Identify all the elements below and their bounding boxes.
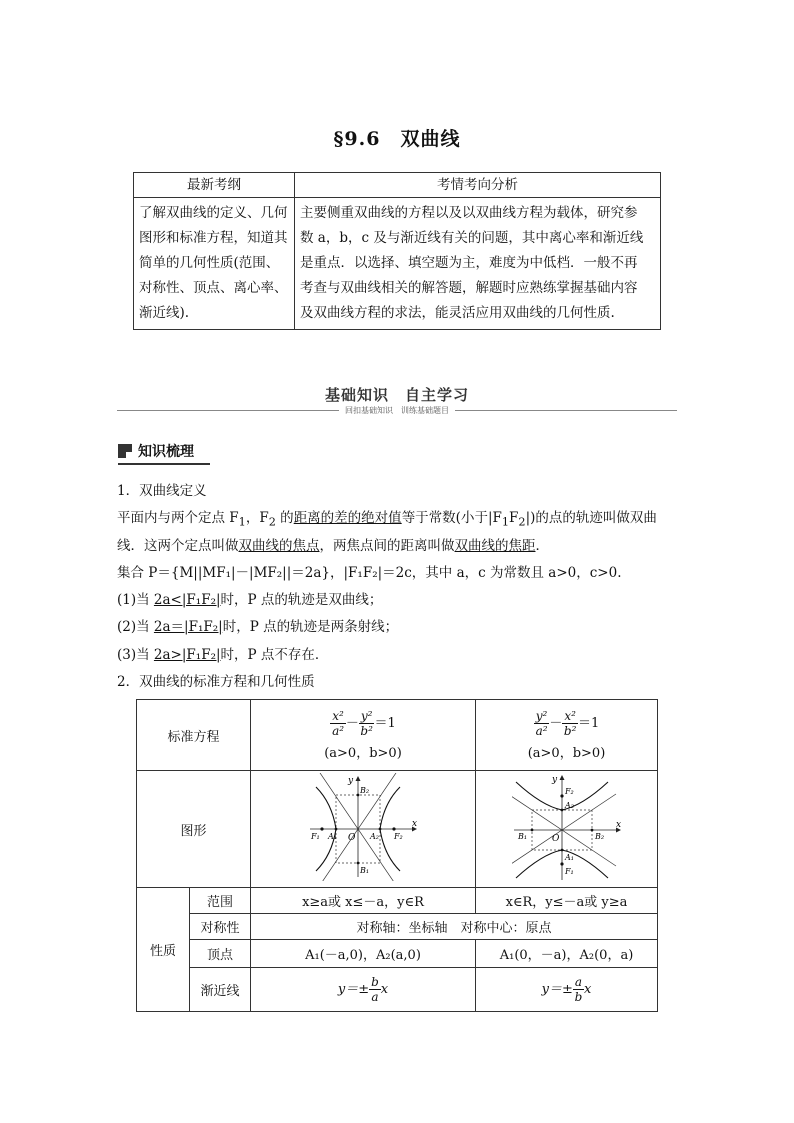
- vertex-vertical: A₁(0，－a)，A₂(0，a): [476, 940, 658, 968]
- equation-vertical: $\frac{\text{y²}}{\text{a²}}$ － $\frac{\text{x²}}{\text{b²}}$ ＝1 (a>0，b>0): [476, 700, 658, 771]
- f2-label: F₂: [394, 832, 403, 841]
- outline-header: 最新考纲: [134, 173, 295, 198]
- figure-horizontal: [251, 771, 476, 888]
- analysis-content: 主要侧重双曲线的方程以及以双曲线方程为载体，研究参 数 a，b，c 及与渐近线有关的问题，其中离心率和渐近线 是重点．以选择、填空题为主，难度为中低档．一般不再 考查与双曲线相关的解答题，解题时应熟练掌握基础内容 及双曲线方程的求法，能灵活应用双曲线的几何性质.: [295, 198, 661, 330]
- f1-label: F₁: [311, 832, 320, 841]
- x-axis-label-2: x: [615, 820, 621, 830]
- heading-properties: 2．双曲线的标准方程和几何性质: [117, 674, 315, 690]
- analysis-header: 考情考向分析: [295, 173, 661, 198]
- knowledge-underline: [118, 463, 210, 465]
- label-symmetry: 对称性: [190, 914, 251, 940]
- horizontal-hyperbola-figure: [308, 773, 418, 881]
- row-label-properties: 性质: [137, 888, 190, 1012]
- x-axis-label: x: [412, 819, 418, 829]
- y-axis-label: y: [348, 776, 354, 786]
- a1-label: A₁: [328, 832, 337, 841]
- section-subtitle: 回扣基础知识 训练基础题目: [0, 405, 794, 416]
- vertex-horizontal: A₁(－a,0)，A₂(a,0): [251, 940, 476, 968]
- f2-label-2: F₂: [564, 787, 574, 796]
- set-definition: 集合 P＝{M||MF₁|－|MF₂||＝2a}，|F₁F₂|＝2c，其中 a，c 为常数且 a>0，c>0.: [117, 565, 622, 581]
- case-1: (1)当 2a<|F₁F₂|时，P 点的轨迹是双曲线；: [117, 592, 383, 608]
- definition-line-2: 线．这两个定点叫做双曲线的焦点，两焦点间的距离叫做双曲线的焦距．: [117, 538, 549, 554]
- origin-label: O: [348, 833, 356, 843]
- section-title: 基础知识 自主学习: [324, 386, 469, 404]
- vertical-hyperbola-figure: [512, 772, 622, 882]
- label-asymptote: 渐近线: [190, 968, 251, 1012]
- case-2: (2)当 2a＝|F₁F₂|时，P 点的轨迹是两条射线；: [117, 619, 399, 635]
- origin-label-2: O: [551, 834, 559, 844]
- exam-outline-table: [133, 172, 661, 330]
- symmetry-value: 对称轴：坐标轴 对称中心：原点: [251, 914, 658, 940]
- outline-content: 了解双曲线的定义、几何 图形和标准方程，知道其 简单的几何性质(范围、 对称性、顶点、离心率、 渐近线).: [134, 198, 295, 330]
- knowledge-title: 知识梳理: [138, 444, 194, 460]
- label-vertex: 顶点: [190, 940, 251, 968]
- asymptote-vertical: y＝± $\frac{a}{b}$ x: [476, 968, 658, 1012]
- asymptote-horizontal: y＝± $\frac{b}{a}$ x: [251, 968, 476, 1012]
- b1-label: B₁: [360, 866, 370, 875]
- label-range: 范围: [190, 888, 251, 914]
- row-label-figure: 图形: [137, 771, 251, 888]
- a1-label-2: A₁: [564, 853, 574, 862]
- heading-definition: 1．双曲线定义: [117, 483, 207, 499]
- range-horizontal: x≥a或 x≤－a，y∈R: [251, 888, 476, 914]
- properties-table: [136, 699, 658, 1012]
- row-label-equation: 标准方程: [137, 700, 251, 771]
- y-axis-label-2: y: [551, 775, 557, 785]
- definition-line-1: 平面内与两个定点 $F_1$，$F_2$ 的距离的差的绝对值等于常数(小于$|F_1F_2|$)的点的轨迹叫做双曲: [117, 510, 657, 529]
- b1-label-2: B₁: [517, 832, 527, 841]
- b2-label-2: B₂: [594, 832, 604, 841]
- a2-label-2: A₂: [564, 801, 574, 810]
- case-3: (3)当 2a>|F₁F₂|时，P 点不存在．: [117, 647, 329, 663]
- page-title: §9.6 双曲线: [333, 128, 461, 150]
- b2-label: B₂: [360, 786, 370, 795]
- figure-vertical: [476, 771, 658, 888]
- equation-horizontal: $\frac{\text{x²}}{\text{a²}}$ － $\frac{\text{y²}}{\text{b²}}$ ＝1 (a>0，b>0): [251, 700, 476, 771]
- range-vertical: x∈R，y≤－a或 y≥a: [476, 888, 658, 914]
- f1-label-2: F₁: [564, 867, 574, 876]
- a2-label: A₂: [370, 832, 379, 841]
